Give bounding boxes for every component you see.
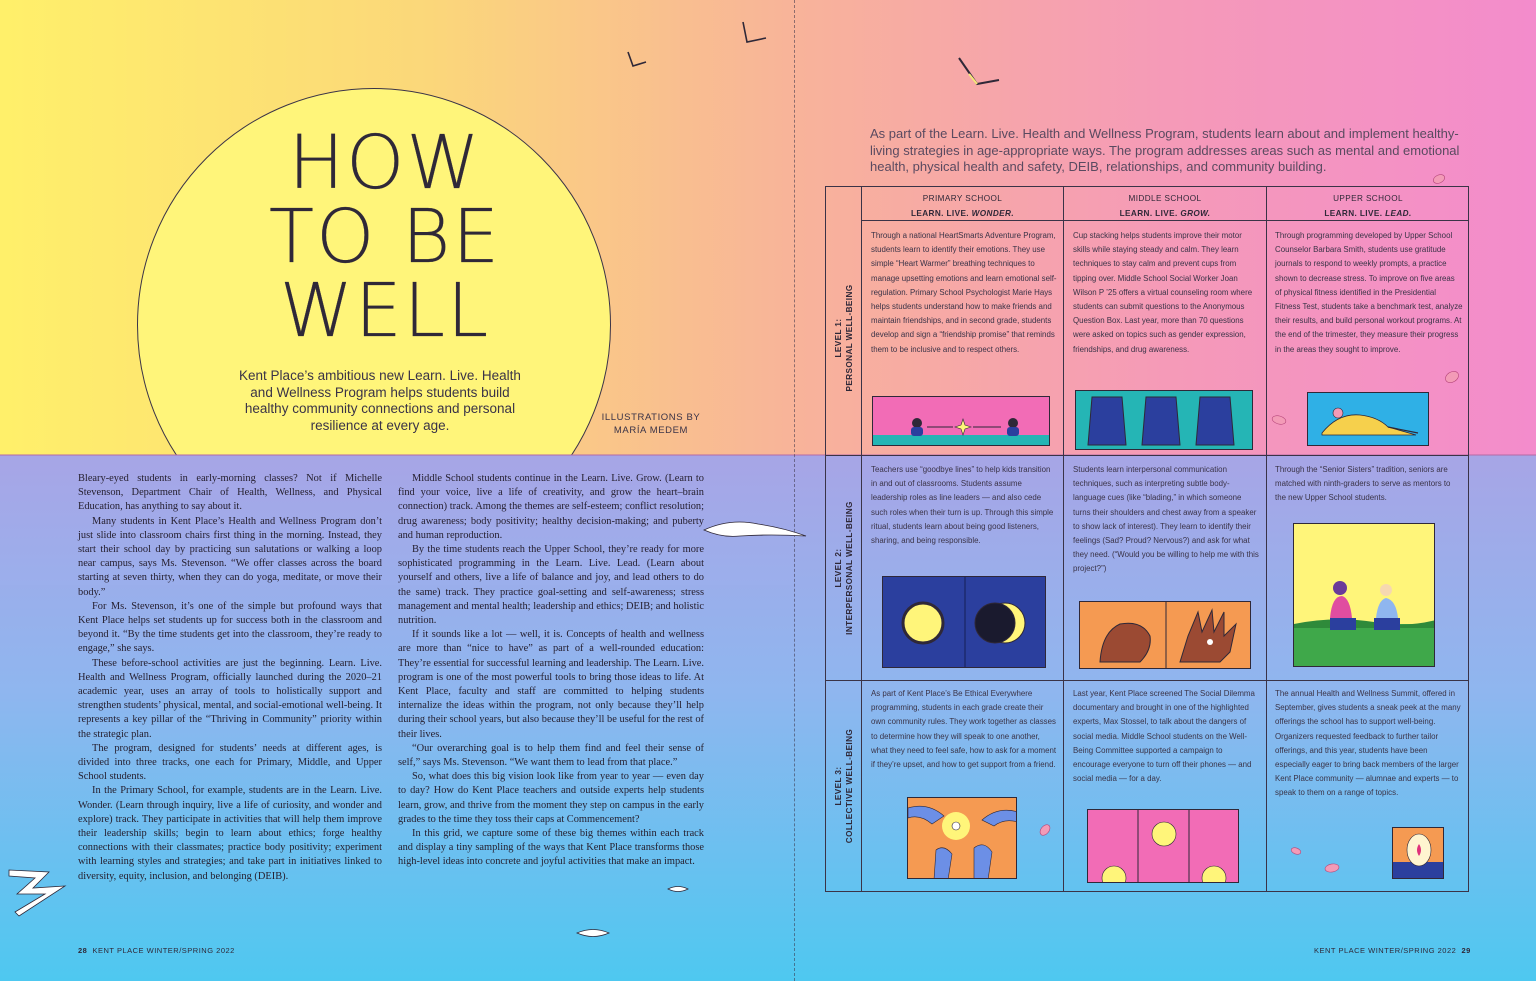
page-gutter <box>794 0 795 981</box>
title-line: HOW <box>288 120 482 206</box>
grid-line <box>1266 187 1267 891</box>
bird-icon <box>626 50 648 70</box>
paragraph: Middle School students continue in the Learn. Live. Grow. (Learn to find your voice, live a life of creativity, and grow the heart–brain connection) track. Among the themes are self-esteem; conflict resolution; drug awareness; body positivity; healthy decision-making; and puberty and human reproduction. <box>398 473 704 541</box>
cell-primary-level-2: Teachers use “goodbye lines” to help kids transition in and out of classrooms. Students assume leadership roles as line leaders — and also cede such roles when their turn is up. Through this simple ritual, students learn about being good listeners, sharing, and being responsible. <box>871 465 1054 546</box>
body-column-2 <box>398 472 704 870</box>
wellness-grid <box>825 186 1469 892</box>
row-name: COLLECTIVE WELL-BEING <box>845 728 854 844</box>
friendship-promise-illustration <box>872 396 1050 446</box>
grid-line <box>826 680 1468 681</box>
row-label-level-2 <box>826 455 862 680</box>
senior-sisters-illustration <box>1293 523 1435 667</box>
paragraph: By the time students reach the Upper School, they’re ready for more sophisticated programming in the Learn. Live. Lead. (Learn about yourself and others, live a life of balance and joy, and lead others to do the same) track. They practice goal-setting and self-awareness; stress management and mental health; leadership and ethics; DEIB; and holistic nutrition. <box>398 544 704 627</box>
title-line: TO BE <box>268 194 502 280</box>
credit-name: MARÍA MEDEM <box>613 425 689 436</box>
column-motto-word: GROW. <box>1180 209 1211 218</box>
eclipse-illustration <box>882 576 1046 668</box>
candle-illustration <box>1392 827 1444 879</box>
cup-stacking-illustration <box>1075 390 1253 450</box>
cloud-icon <box>700 512 810 542</box>
folio-left <box>78 946 235 955</box>
column-name: PRIMARY SCHOOL <box>922 194 1003 203</box>
cell-primary-level-3: As part of Kent Place’s Be Ethical Everywhere programming, students in each grade create their own community rules. They work together as classes to determine how they will speak to one another, what they need to feel safe, how to ask for a moment if they’re upset, and how to get support from a friend. <box>871 689 1057 770</box>
article-subtitle: Kent Place’s ambitious new Learn. Live. Health and Wellness Program helps students build healthy community connections and personal resilience at every age. <box>239 368 521 433</box>
paragraph: Bleary-eyed students in early-morning classes? Not if Michelle Stevenson, Department Chair of Health, Wellness, and Physical Education, has anything to say about it. <box>78 473 382 513</box>
cloud-icon <box>666 884 690 894</box>
credit-label: ILLUSTRATIONS BY <box>601 412 701 423</box>
cell-middle-level-1: Cup stacking helps students improve their motor skills while staying steady and calm. They learn techniques to stay calm and prevent cups from tipping over. Middle School Social Worker Joan Wilson P ’25 offers a virtual counseling room where students can submit questions to the Anonymous Question Box. Last year, more than 70 questions were asked on topics such as gender expression, friendships, and drug awareness. <box>1073 231 1253 354</box>
bird-icon <box>740 20 768 46</box>
cloud-icon <box>575 926 611 940</box>
column-header-middle <box>1064 191 1266 221</box>
row-name: INTERPERSONAL WELL-BEING <box>845 500 854 635</box>
column-motto-word: WONDER. <box>971 209 1015 218</box>
cell-upper-level-2: Through the “Senior Sisters” tradition, seniors are matched with ninth-graders to serve as mentors to the new Upper School students. <box>1275 465 1451 503</box>
paragraph: If it sounds like a lot — well, it is. Concepts of health and wellness are more than “nice to have” as part of a well-rounded education: They’re essential for successful learning and leadership. The Learn. Live. program is one of the most powerful tools to bring those ideas to life. At Kent Place, faculty and staff are committed to helping students internalize the ideas within the program, not only because they’ll help during their school years, but also because they’ll be useful for the rest of their lives. <box>398 629 704 740</box>
title-line: WELL <box>279 268 491 354</box>
column-header-upper <box>1267 191 1469 221</box>
cell-upper-level-3: The annual Health and Wellness Summit, offered in September, gives students a sneak peek at the many offerings the school has to support well-being. Organizers requested feedback to further tailor offerings, and this year, students have been especially eager to bring back members of the larger Kent Place community — alumnae and experts — to speak to them on a range of topics. <box>1275 689 1461 798</box>
row-level: LEVEL 3: <box>834 766 843 806</box>
row-level: LEVEL 2: <box>834 548 843 588</box>
page-number: 29 <box>1461 946 1471 955</box>
cell-middle-level-3: Last year, Kent Place screened The Social Dilemma documentary and brought in one of the highlighted experts, Max Stossel, to talk about the dangers of social media. Middle School students on the Well-Being Committee supported a campaign to encourage everyone to turn off their phones — and social media — for a day. <box>1073 689 1255 784</box>
column-motto: LEARN. LIVE. <box>1119 209 1181 218</box>
column-header-primary <box>862 191 1063 221</box>
grid-line <box>1063 187 1064 891</box>
paragraph: In the Primary School, for example, students are in the Learn. Live. Wonder. (Learn through inquiry, live a life of curiosity, and wonder and explore) track. They participate in activities that will help them improve their leadership skills; begin to learn about ethics; forge healthy connections with their classmates; practice body positivity; experiment with learning styles and strategies; and take part in initiatives linked to diversity, equity, inclusion, and belonging (DEIB). <box>78 785 382 882</box>
column-name: MIDDLE SCHOOL <box>1128 194 1202 203</box>
bird-icon <box>955 54 1001 94</box>
publication-name: KENT PLACE WINTER/SPRING 2022 <box>92 946 235 955</box>
grid-intro: As part of the Learn. Live. Health and Wellness Program, students learn about and implement healthy-living strategies in age-appropriate ways. The program addresses areas such as mental and emotional health, physical health and safety, DEIB, relationships, and community building. <box>870 126 1460 175</box>
paragraph: So, what does this big vision look like from year to year — even day to day? How do Kent Place teachers and outside experts help students learn, grow, and thrive from the moment they step on campus in the early grades to the time they toss their caps at Commencement? <box>398 771 704 825</box>
paragraph: The program, designed for students’ needs at different ages, is divided into three tracks, one each for Primary, Middle, and Upper School students. <box>78 742 382 783</box>
column-motto: LEARN. LIVE. <box>910 209 972 218</box>
column-motto-word: LEAD. <box>1385 209 1412 218</box>
cell-upper-level-1: Through programming developed by Upper School Counselor Barbara Smith, students use gratitude journals to respond to weekly prompts, a practice shown to decrease stress. To improve on five areas of physical fitness identified in the Presidential Fitness Test, students take a benchmark test, analyze their results, and build personal workout programs. At the end of the trimester, they measure their progress in the areas they sought to improve. <box>1275 231 1463 354</box>
cell-primary-level-1: Through a national HeartSmarts Adventure Program, students learn to identify their emotions. They use simple “Heart Warmer” breathing techniques to manage upsetting emotions and learn emotional self-regulation. Primary School Psychologist Marie Hays helps students understand how to make friends and maintain friendships, and in second grade, students develop and sign a “friendship promise” that reminds them to be inclusive and to respect others. <box>871 231 1057 354</box>
paragraph: “Our overarching goal is to help them find and feel their sense of self,” says Ms. Stevenson. “We want them to lead from that place.” <box>398 742 704 769</box>
paragraph: In this grid, we capture some of these big themes within each track and display a tiny sampling of the ways that Kent Place transforms those high-level ideas into concrete and joyful activities that make an impact. <box>398 828 704 868</box>
paragraph: For Ms. Stevenson, it’s one of the simple but profound ways that Kent Place helps set students up for success both in the classroom and beyond it. “By the time students get into the classroom, they’re ready to engage,” she says. <box>78 600 382 655</box>
cell-middle-level-2: Students learn interpersonal communication techniques, such as interpreting subtle body-language cues (like “blading,” in which someone turns their shoulders and chest away from a speaker to show lack of interest). They learn to identify their feelings (Sad? Proud? Nervous?) and ask for what they need. (“Would you be willing to help me with this project?”) <box>1073 465 1259 574</box>
article-title <box>250 120 520 354</box>
paragraph: These before-school activities are just the beginning. Learn. Live. Health and Wellness Program, officially launched during the 2020–21 academic year, uses an array of tools to holistically support and strengthen students’ physical, mental, and social-emotional well-being. It represents a key pillar of the “Thriving in Community” priority within the strategic plan. <box>78 657 382 740</box>
row-level: LEVEL 1: <box>834 318 843 358</box>
body-language-hands-illustration <box>1079 601 1251 669</box>
column-name: UPPER SCHOOL <box>1333 194 1403 203</box>
illustration-credit <box>596 411 706 437</box>
paragraph: Many students in Kent Place’s Health and Wellness Program don’t just slide into classroom chairs first thing in the morning. Instead, they start their school day by practicing sun salutations or walking a loop near campus, says Ms. Stevenson. “We offer classes across the board starting at seven thirty, when they can do yoga, meditate, or move their body.” <box>78 515 382 598</box>
row-label-level-1 <box>826 220 862 455</box>
body-column-1 <box>78 472 382 884</box>
hands-around-light-illustration <box>907 797 1017 879</box>
phones-off-illustration <box>1087 809 1239 883</box>
yoga-pose-illustration <box>1307 392 1429 446</box>
page-number: 28 <box>78 946 88 955</box>
folio-right <box>1314 946 1471 955</box>
row-label-level-3 <box>826 680 862 892</box>
column-motto: LEARN. LIVE. <box>1324 209 1386 218</box>
row-name: PERSONAL WELL-BEING <box>845 283 854 392</box>
grid-line <box>826 455 1468 456</box>
publication-name: KENT PLACE WINTER/SPRING 2022 <box>1314 946 1457 955</box>
